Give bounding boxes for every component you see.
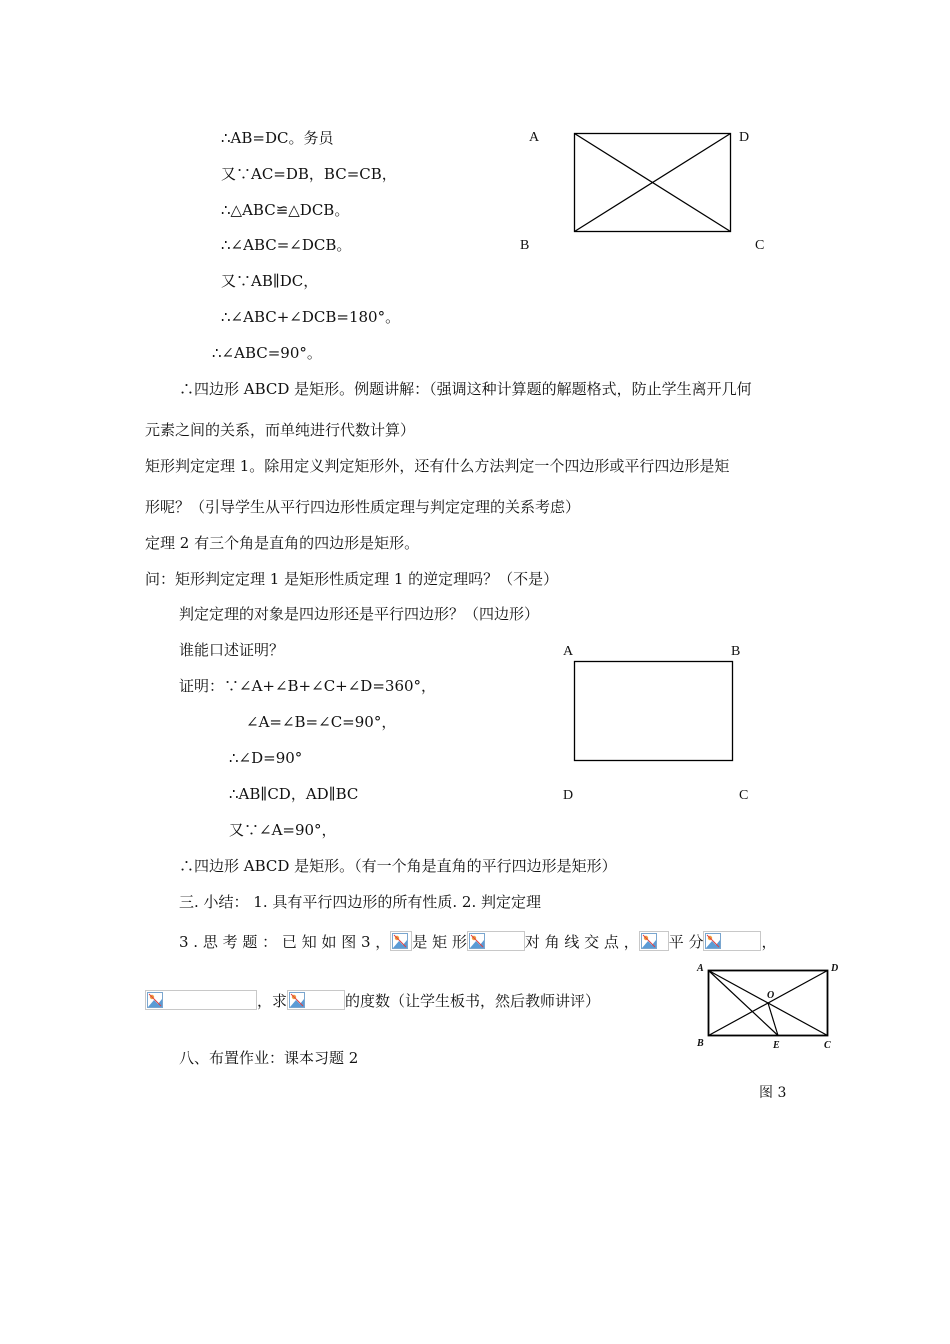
- fig3-label-o: O: [767, 990, 775, 1001]
- fig3-label-c: C: [824, 1040, 831, 1051]
- think-text: 对 角 线 交 点 ，: [524, 933, 639, 951]
- fig2-label-c: C: [739, 788, 749, 803]
- proof-line: ∴△ABC≌△DCB。: [221, 201, 350, 219]
- fig1-label-a: A: [529, 130, 540, 145]
- fig3-label-d: D: [831, 963, 839, 974]
- proof-line: ∠A=∠B=∠C=90°，: [246, 713, 397, 731]
- proof-line: ∴∠ABC=∠DCB。: [221, 236, 352, 254]
- theorem-line: 定理 2 有三个角是直角的四边形是矩形。: [145, 534, 420, 552]
- proof-line: ∴AB∥CD，AD∥BC: [229, 785, 359, 803]
- conclusion-line: ∴四边形 ABCD 是矩形。（有一个角是直角的平行四边形是矩形）: [179, 857, 617, 875]
- think-text: 3 . 思 考 题 ： 已 知 如 图 3 ，: [179, 933, 391, 951]
- question-line: 谁能口述证明？: [179, 641, 285, 659]
- question-line: 判定定理的对象是四边形还是平行四边形？（四边形）: [179, 605, 540, 623]
- fig1-label-d: D: [739, 130, 750, 145]
- think-text: 平 分: [668, 933, 704, 951]
- figure-3-caption: 图 3: [759, 1085, 787, 1101]
- think-text: ，求: [257, 992, 288, 1010]
- fig1-label-c: C: [755, 238, 765, 253]
- proof-line: 证明：∵∠A+∠B+∠C+∠D=360°，: [179, 677, 437, 695]
- question-line: 问：矩形判定定理 1 是矩形性质定理 1 的逆定理吗？（不是）: [145, 570, 559, 588]
- fig2-label-d: D: [563, 788, 574, 803]
- think-text: 是 矩 形: [412, 933, 467, 951]
- paragraph-line: 形呢？（引导学生从平行四边形性质定理与判定定理的关系考虑）: [145, 498, 581, 516]
- fig3-label-a: A: [697, 963, 704, 974]
- paragraph-line: 元素之间的关系，而单纯进行代数计算）: [145, 421, 416, 439]
- proof-line: 又∵∠A=90°，: [229, 821, 337, 839]
- fig3-label-b: B: [697, 1038, 704, 1049]
- proof-line: ∴∠ABC+∠DCB=180°。: [221, 308, 401, 326]
- think-text: 的度数（让学生板书，然后教师讲评）: [345, 992, 601, 1010]
- proof-line: 又∵AC=DB，BC=CB，: [221, 165, 397, 183]
- summary-line: 三. 小结： 1. 具有平行四边形的所有性质. 2. 判定定理: [179, 893, 542, 911]
- proof-line: 又∵AB∥DC，: [221, 272, 319, 290]
- fig2-label-b: B: [731, 644, 741, 659]
- paragraph-line: 矩形判定定理 1。除用定义判定矩形外，还有什么方法判定一个四边形或平行四边形是矩: [145, 457, 730, 475]
- homework-line: 八、布置作业：课本习题 2: [179, 1049, 359, 1067]
- fig3-label-e: E: [773, 1040, 780, 1051]
- paragraph-line: ∴四边形 ABCD 是矩形。例题讲解：（强调这种计算题的解题格式，防止学生离开几何: [179, 380, 752, 398]
- proof-line: ∴∠D=90°: [229, 749, 303, 767]
- fig2-label-a: A: [563, 644, 574, 659]
- proof-line: ∴AB=DC。务员: [221, 129, 334, 147]
- proof-line: ∴∠ABC=90°。: [212, 344, 322, 362]
- think-text: ，: [761, 933, 777, 951]
- fig1-label-b: B: [520, 238, 530, 253]
